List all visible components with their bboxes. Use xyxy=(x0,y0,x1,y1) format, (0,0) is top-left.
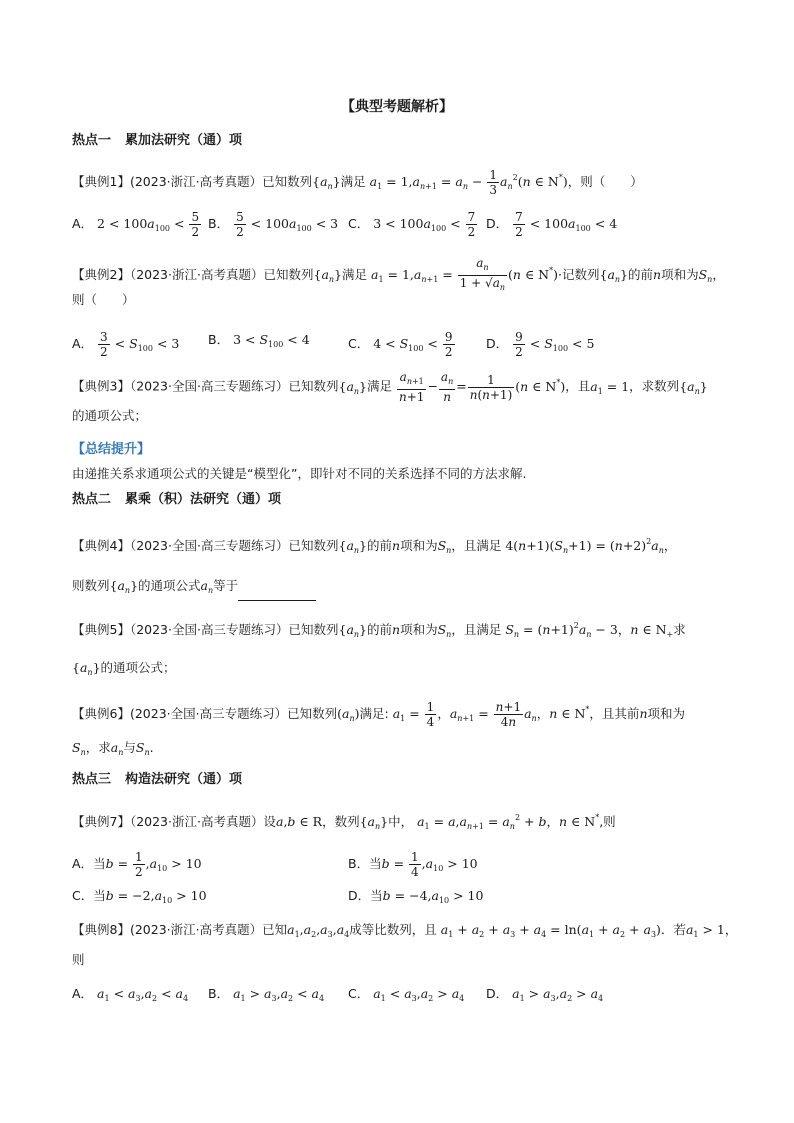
example-7-option-c: C．当$b = -2,a_{10} > 10$ xyxy=(72,888,207,905)
example-8-stem: 【典例8】(2023·浙江·高考真题）已知$a_1,a_2,a_3,a_4$成等比数列，且 $a_1 + a_2 + a_3 + a_4 = \ln(a_1 + a_2 + a_3)$．若$a_1 > 1$， xyxy=(72,922,738,939)
example-8-option-c: C． $a_1 < a_3,a_2 > a_4$ xyxy=(348,986,465,1003)
example-4-stem: 【典例4】（2023·全国·高三专题练习）已知数列$\{a_n\}$的前n项和为$S_n$，且满足 $4(n+1)(S_n+1) = (n+2)^2a_n$， xyxy=(72,537,677,555)
hotspot-2-heading: 热点二 累乘（积）法研究（通）项 xyxy=(72,492,282,507)
example-5-stem: 【典例5】（2023·全国·高三专题练习）已知数列$\{a_n\}$的前n项和为$S_n$，且满足 $S_n = (n+1)^2a_n - 3$，n ∈ $N_+$求 xyxy=(72,621,686,639)
hotspot-3-heading: 热点三 构造法研究（通）项 xyxy=(72,772,243,787)
example-8-option-a: A． $a_1 < a_3,a_2 < a_4$ xyxy=(72,986,189,1003)
summary-text: 由递推关系求通项公式的关键是“模型化”，即针对不同的关系选择不同的方法求解. xyxy=(72,466,527,481)
example-8-continuation: 则 xyxy=(72,952,85,967)
example-1-option-c: C． $3 < 100a_{100}$ < $\frac{7}{2}$ xyxy=(348,210,476,239)
page-title: 【典型考题解析】 xyxy=(341,99,453,115)
example-6-stem: 【典例6】(2023·全国·高三专题练习）已知数列$(a_n)$满足: $a_1$ = $\frac{1}{4}$ ，$a_{n+1}$ = $\frac{n+1}{4n}$ $a_n$，n ∈ N*，且其前n项和为 xyxy=(72,700,686,729)
example-5-continuation: $\{a_n\}$的通项公式； xyxy=(72,660,176,677)
example-2-option-a: A． $\frac{3}{2}$ < $S_{100} < 3$ xyxy=(72,330,180,359)
example-2-continuation: 则（ ） xyxy=(72,292,135,307)
example-7-option-a: A．当b = $\frac{1}{2}$ $,a_{10} > 10$ xyxy=(72,850,202,879)
answer-blank xyxy=(238,586,316,601)
example-1-option-d: D． $\frac{7}{2}$ < $100a_{100} < 4$ xyxy=(486,210,618,239)
example-3-stem: 【典例3】（2023·全国·高三专题练习）已知数列$\{a_n\}$满足 $\frac{a_{n+1}}{n+1}$ − $\frac{a_n}{n}$ = $\frac{1}{n(n+1)}$ (n ∈ N*)，且$a_1 = 1$，求数列$\{a_n\}$ xyxy=(72,370,708,404)
example-6-continuation: $S_n$，求$a_n$与$S_n$. xyxy=(72,740,154,757)
example-3-continuation: 的通项公式； xyxy=(72,408,148,423)
example-2-option-c: C． $4 < S_{100}$ < $\frac{9}{2}$ xyxy=(348,330,453,359)
example-7-option-b: B．当b = $\frac{1}{4}$ $,a_{10} > 10$ xyxy=(348,850,478,879)
example-1-option-a: A． $2 < 100a_{100}$ < $\frac{5}{2}$ xyxy=(72,210,200,239)
example-7-stem: 【典例7】（2023·浙江·高考真题）设a,b ∈ R，数列$\{a_n\}$中， $a_1 = a,a_{n+1} = a_n^2 + b$，n ∈ N*,则 xyxy=(72,813,616,831)
example-2-stem: 【典例2】（2023·浙江·高考真题）已知数列$\{a_n\}$满足 $a_1 = 1,a_{n+1}$ = $\frac{a_n}{1 + √a_n}$ (n ∈ N*)·记数列$\{a_n\}$的前n项和为$S_n$， xyxy=(72,256,725,292)
example-8-option-d: D． $a_1 > a_3,a_2 > a_4$ xyxy=(486,986,604,1003)
example-2-option-b: B． $3 < S_{100} < 4$ xyxy=(208,332,310,349)
example-7-option-d: D．当$b = -4,a_{10} > 10$ xyxy=(348,888,484,905)
hotspot-1-heading: 热点一 累加法研究（通）项 xyxy=(72,133,243,148)
example-4-continuation: 则数列$\{a_n\}$的通项公式$a_n$等于 xyxy=(72,576,734,601)
summary-heading: 【总结提升】 xyxy=(72,442,151,457)
example-2-option-d: D． $\frac{9}{2}$ < $S_{100} < 5$ xyxy=(486,330,595,359)
example-8-option-b: B． $a_1 > a_3,a_2 < a_4$ xyxy=(208,986,325,1003)
example-1-option-b: B． $\frac{5}{2}$ < $100a_{100} < 3$ xyxy=(208,210,339,239)
example-1-stem: 【典例1】(2023·浙江·高考真题）已知数列$\{a_n\}$满足 $a_1 = 1,a_{n+1} = a_n$ − $\frac{1}{3}$ $a_n^2(n$ ∈ N*)，则（ ） xyxy=(72,168,643,197)
